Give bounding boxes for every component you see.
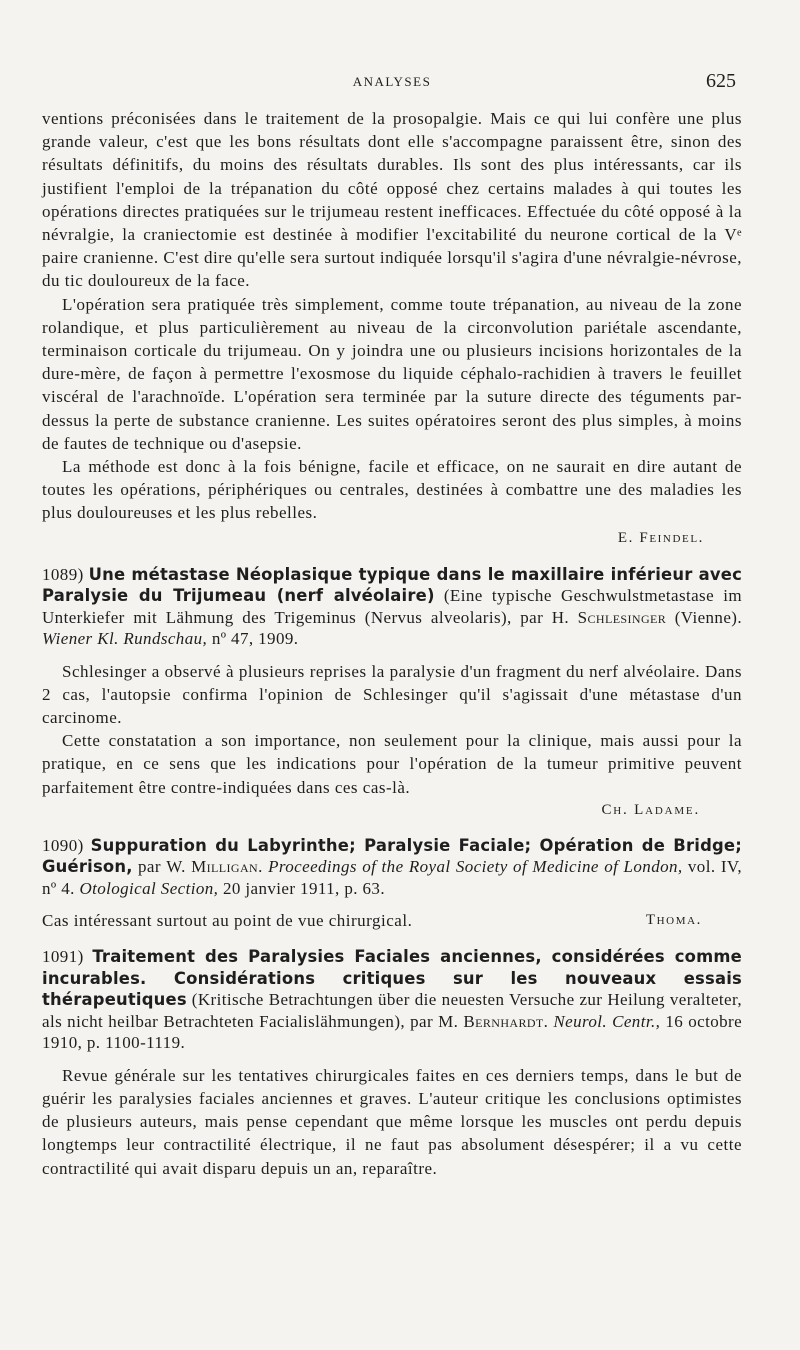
entry-paragraph: Schlesinger a observé à plusieurs reprises la paralysie d'un fragment du nerf alvéolaire. Dans 2 cas, l'autopsie confirma l'opinion de Schlesinger qu'il s'agissait d'une métastase d'un carcinome. bbox=[42, 661, 742, 728]
entry-1089-heading bbox=[42, 564, 742, 650]
entry-title: Traitement des Paralysies Faciales anciennes, considérées comme incurables. Considérations critiques sur les nouveaux essais thérapeutiques bbox=[42, 947, 742, 1010]
intro-paragraph-3: La méthode est donc à la fois bénigne, facile et efficace, on ne saurait en dire autant de toutes les opérations, périphériques ou centrales, destinées à combattre une des maladies les plus douloureuses et les plus rebelles. bbox=[42, 457, 742, 523]
entry-text: Cas intéressant surtout au point de vue chirurgical. bbox=[42, 911, 413, 931]
entry-reference-date: 20 janvier 1911, p. 63. bbox=[222, 878, 385, 898]
entry-reference: 16 octobre 1910, p. 1100-1119. bbox=[42, 1011, 743, 1053]
entry-title: Une métastase Néoplasique typique dans le maxillaire inférieur avec Paralysie du Trijumeau (nerf alvéolaire) bbox=[42, 564, 742, 606]
entry-subtitle: (Eine typische Geschwulstmetastase im Unterkiefer mit Lähmung des Trigeminus (Nervus alveolaris), par bbox=[42, 586, 742, 627]
entry-paragraph: Cette constatation a son importance, non seulement pour la clinique, mais aussi pour la pratique, en ce sens que les indications pour l'opération de la tumeur primitive peuvent parfaitement être contre-indiquées dans ces cas-là. bbox=[42, 731, 742, 797]
entry-1091 bbox=[42, 946, 742, 1180]
entry-1091-body bbox=[42, 1064, 742, 1180]
entry-by: par bbox=[138, 857, 161, 877]
entry-place: (Vienne). bbox=[674, 607, 742, 627]
entry-author: H. Schlesinger bbox=[551, 607, 667, 627]
entry-1089 bbox=[42, 564, 742, 821]
entry-reference: vol. IV, nº 4. bbox=[42, 857, 743, 898]
signature-ladame: Ch. Ladame. bbox=[601, 801, 700, 818]
entry-1089-body bbox=[42, 660, 742, 821]
entry-title: Suppuration du Labyrinthe; Paralysie Faciale; Opération de Bridge; Guérison, bbox=[42, 835, 743, 877]
entry-number: 1090) bbox=[42, 835, 84, 855]
entry-source-section: Otological Section, bbox=[79, 878, 219, 898]
entry-number: 1091) bbox=[42, 947, 84, 967]
running-head bbox=[42, 70, 742, 94]
page-number: 625 bbox=[706, 70, 736, 92]
entry-paragraph: Revue générale sur les tentatives chirurgicales faites en ces derniers temps, dans le but de guérir les paralysies faciales anciennes et graves. L'auteur critique les conclusions optimistes de plusieurs auteurs, mais pense cependant que même lorsque les muscles ont perdu depuis longtemps leur contractilité électrique, il ne faut pas absolument désespérer; il a vu cette contractilité qui avait disparu depuis un an, reparaître. bbox=[42, 1065, 742, 1178]
entry-number: 1089) bbox=[42, 564, 84, 584]
entry-source: Proceedings of the Royal Society of Medicine of London, bbox=[268, 857, 683, 877]
entry-subtitle: (Kritische Betrachtungen über die neuesten Versuche zur Heilung veralteter, als nicht heilbar Betrachteten Facialislähmungen), par M. bbox=[42, 990, 742, 1031]
entry-author: W. Milligan. bbox=[166, 857, 263, 877]
entry-reference: nº 47, 1909. bbox=[211, 629, 299, 649]
entry-1090-body bbox=[42, 909, 742, 932]
intro-paragraph-1: ventions préconisées dans le traitement de la prosopalgie. Mais ce qui lui confère une plus grande valeur, c'est que les bons résultats dont elle s'accompagne paraissent être, sinon des résultats définitifs, du moins des résultats durables. Ils sont des plus intéressants, car ils justifient l'emploi de la trépanation du côté opposé chez certains malades à qui toutes les opérations directes pratiquées sur le trijumeau restent inefficaces. Effectuée du côté opposé à la névralgie, la craniectomie est destinée à modifier l'excitabilité du neurone cortical de la Vᵉ paire cranienne. C'est dire qu'elle sera surtout indiquée lorsqu'il s'agira d'une névralgie-névrose, du tic douloureux de la face. bbox=[42, 109, 742, 291]
entry-source: Neurol. Centr., bbox=[553, 1011, 661, 1031]
entry-author: Bernhardt. bbox=[463, 1011, 549, 1031]
entry-1090-heading bbox=[42, 835, 742, 900]
signature-thoma: Thoma. bbox=[645, 912, 702, 929]
intro-paragraph-2: L'opération sera pratiquée très simplement, comme toute trépanation, au niveau de la zone rolandique, et plus particulièrement au niveau de la circonvolution pariétale ascendante, terminaison corticale du trijumeau. On y joindra une ou plusieurs incisions horizontales de la dure-mère, de façon à permettre l'exosmose du liquide céphalo-rachidien à travers le feuillet viscéral de l'arachnoïde. L'opération sera terminée par la suture directe des téguments par-dessus la perte de substance cranienne. Les suites opératoires seront des plus simples, à moins de fautes de technique ou d'asepsie. bbox=[42, 294, 742, 453]
entry-source: Wiener Kl. Rundschau, bbox=[42, 629, 208, 649]
entry-1090 bbox=[42, 835, 742, 933]
body-text bbox=[42, 107, 742, 1180]
entry-1091-heading bbox=[42, 946, 742, 1054]
section-title: ANALYSES bbox=[352, 74, 432, 89]
signature-feindel: E. Feindel. bbox=[617, 529, 704, 546]
